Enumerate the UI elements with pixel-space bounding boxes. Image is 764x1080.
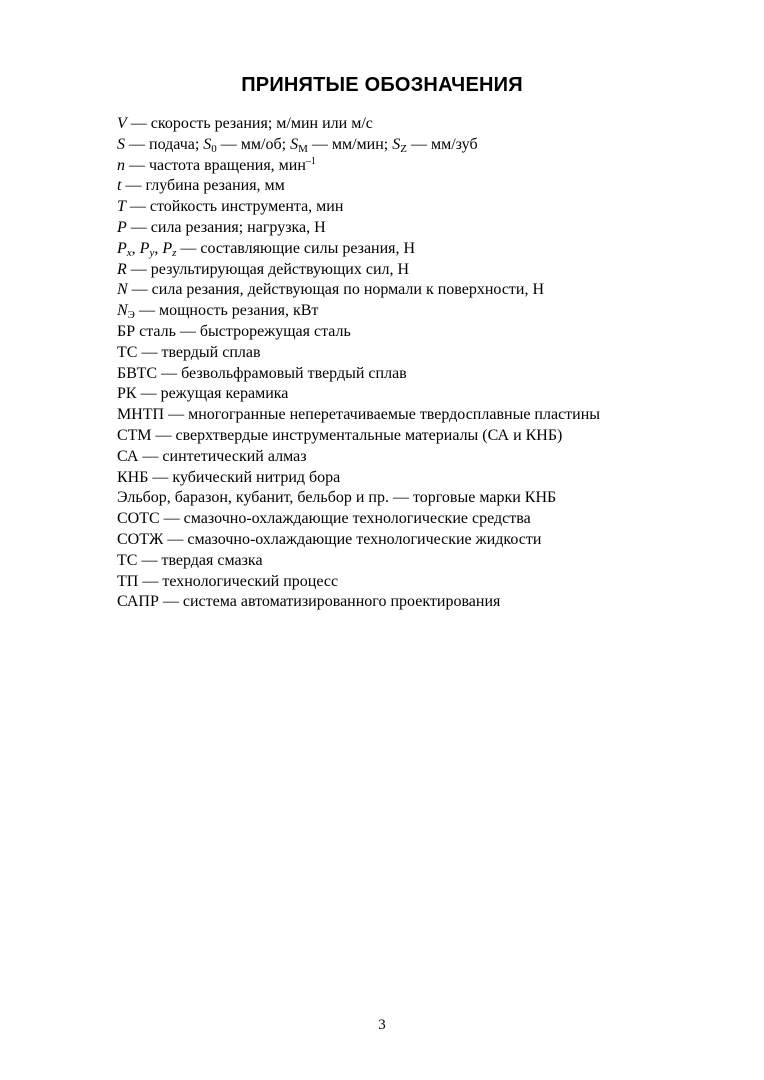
notation-item-solid-lubricant: ТС — твердая смазка — [117, 551, 263, 569]
symbol: S — [117, 135, 125, 153]
notation-item-cubic-boron-nitride: КНБ — кубический нитрид бора — [117, 468, 341, 486]
notation-list — [117, 114, 717, 613]
symbol: V — [117, 115, 127, 132]
symbol: P — [117, 239, 127, 257]
definition: — сила резания; нагрузка, Н — [126, 218, 326, 236]
subscript: M — [298, 142, 308, 155]
definition: — подача; — [125, 135, 204, 153]
definition: — результирующая действующих сил, Н — [126, 260, 410, 278]
subscript: 0 — [211, 142, 217, 155]
symbol: R — [117, 260, 127, 278]
definition: — мощность резания, кВт — [134, 302, 319, 320]
symbol: S — [203, 135, 212, 153]
notation-item-coolant-means: СОТС — смазочно-охлаждающие технологические средства — [117, 510, 531, 528]
definition: — составляющие силы резания, Н — [176, 239, 416, 257]
notation-item-resultant-force — [117, 260, 717, 281]
definition: — мм/зуб — [406, 135, 478, 153]
notation-item-indexable-inserts: МНТП — многогранные неперетачиваемые твердосплавные пластины — [117, 406, 601, 424]
symbol: P — [162, 239, 173, 257]
definition: — сила резания, действующая по нормали к поверхности, Н — [127, 281, 545, 299]
definition: — глубина резания, мм — [121, 177, 285, 195]
notation-item-cad-system: САПР — система автоматизированного проектирования — [117, 593, 501, 611]
symbol: t — [117, 177, 122, 195]
definition: — скорость резания; м/мин или м/с — [126, 115, 373, 132]
notation-item-hss: БР сталь — быстрорежущая сталь — [117, 322, 351, 340]
definition: — мм/об; — [216, 135, 291, 153]
symbol: S — [290, 135, 299, 153]
notation-item-cut-depth — [117, 176, 717, 197]
symbol: P — [139, 239, 150, 257]
notation-item-technological-process: ТП — технологический процесс — [117, 572, 339, 590]
notation-item-synthetic-diamond: СА — синтетический алмаз — [117, 447, 307, 465]
subscript: x — [126, 246, 132, 259]
notation-item-cutting-ceramics: РК — режущая керамика — [117, 385, 289, 403]
symbol: P — [117, 218, 127, 236]
notation-item-cutting-power — [117, 301, 717, 322]
notation-item-hard-alloy: ТС — твердый сплав — [117, 343, 261, 361]
subscript: y — [149, 246, 155, 259]
notation-item-coolant-liquids: СОТЖ — смазочно-охлаждающие технологические жидкости — [117, 530, 542, 548]
notation-item-rotation-frequency — [117, 156, 717, 177]
notation-item-tool-life — [117, 197, 717, 218]
subscript: Э — [127, 309, 135, 322]
separator: , — [131, 239, 140, 257]
definition: — мм/мин; — [307, 135, 393, 153]
symbol: N — [117, 302, 128, 320]
symbol: N — [117, 281, 128, 299]
notation-item-normal-force — [117, 280, 717, 301]
subscript: Z — [400, 142, 407, 155]
symbol: T — [117, 198, 126, 216]
symbol: S — [392, 135, 401, 153]
notation-item-feed — [117, 135, 717, 156]
definition: — частота вращения, мин — [125, 156, 306, 174]
notation-item-velocity — [117, 114, 717, 135]
page-number: 3 — [378, 1017, 386, 1033]
notation-item-force-components — [117, 239, 717, 260]
notation-item-superhard-materials: СТМ — сверхтвердые инструментальные материалы (СА и КНБ) — [117, 426, 563, 444]
notation-item-cutting-force — [117, 218, 717, 239]
subscript: z — [172, 246, 177, 259]
page-title: ПРИНЯТЫЕ ОБОЗНАЧЕНИЯ — [241, 74, 523, 96]
notation-item-cbn-trademarks: Эльбор, баразон, кубанит, бельбор и пр. — торговые марки КНБ — [117, 489, 557, 507]
separator: , — [154, 239, 163, 257]
definition: — стойкость инструмента, мин — [125, 198, 344, 216]
notation-item-tungsten-free-alloy: БВТС — безвольфрамовый твердый сплав — [117, 364, 407, 382]
symbol: n — [117, 156, 125, 174]
superscript: –1 — [305, 155, 316, 167]
